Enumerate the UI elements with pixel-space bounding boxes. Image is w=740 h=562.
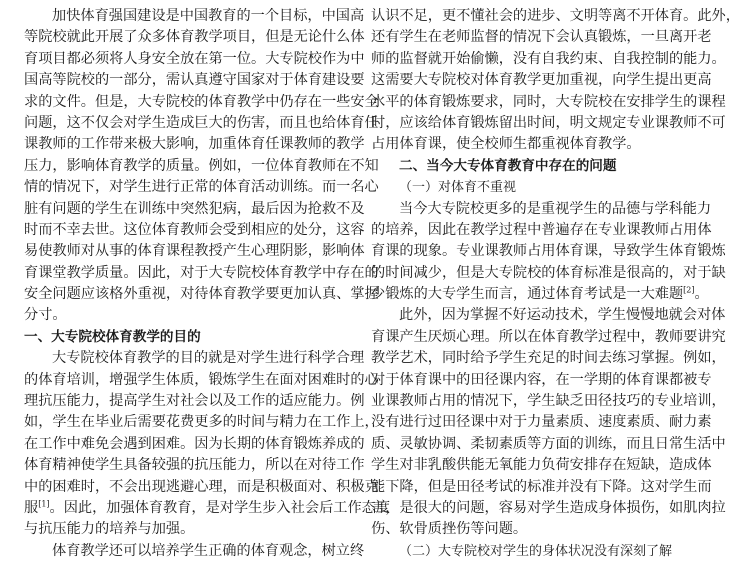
text-line: 体育教学还可以培养学生正确的体育观念，树立终	[52, 542, 365, 559]
text-line: 易使教师对从事的体育课程教授产生心理阴影，影响体	[24, 243, 365, 260]
text-line: 求的文件。但是，大专院校的体育教学中仍存在一些安全	[24, 93, 379, 110]
text-line: 水平的体育锻炼要求，同时，大专院校在安排学生的课程	[371, 93, 726, 110]
text-fragment: 少锻炼的大专学生而言，通过体育考试是一大难题	[371, 286, 684, 303]
text-line: 质、灵敏协调、柔韧素质等方面的训练，而且日常生活中	[371, 435, 726, 452]
text-line: 时而不幸去世。这位体育教师会受到相应的处分，这容	[24, 221, 365, 238]
text-line: 能下降，但是田径考试的标准并没有下降。这对学生而	[371, 478, 712, 495]
text-line: 的培养，因此在教学过程中普遍存在专业课教师占用体	[371, 221, 712, 238]
citation-ref: [1]	[38, 499, 50, 509]
text-line: 业课教师占用的情况下，学生缺乏田径技巧的专业培训，	[371, 393, 726, 410]
text-line: 问题，这不仅会对学生造成巨大的伤害，而且也给体育任	[24, 114, 379, 131]
text-fragment: 。	[694, 286, 709, 303]
subsection-heading: （二）大专院校对学生的身体状况没有深刻了解	[399, 543, 673, 559]
text-line: 在工作中难免会遇到困难。因为长期的体育锻炼养成的	[24, 435, 365, 452]
text-line: 言，是很大的问题，容易对学生造成身体损伤，如肌肉拉	[371, 499, 726, 516]
text-line: 还有学生在老师监督的情况下会认真锻炼，一旦离开老	[371, 29, 712, 46]
text-line: 时，应该给体育锻炼留出时间，明文规定专业课教师不可	[371, 114, 726, 131]
text-line: 如，学生在毕业后需要花费更多的时间与精力在工作上，	[24, 414, 379, 431]
text-line: 学生对非乳酸供能无氧能力负荷安排存在短缺，造成体	[371, 457, 712, 474]
text-line: 占用体育课，使全校师生都重视体育教学。	[371, 136, 641, 153]
text-line: 育课的现象。专业课教师占用体育课，导致学生体育锻炼	[371, 243, 726, 260]
text-line: 当今大专院校更多的是重视学生的品德与学科能力	[399, 200, 712, 217]
text-fragment: 服	[24, 499, 39, 516]
right-column	[371, 6, 740, 562]
text-line: 认识不足，更不懂社会的进步、文明等离不开体育。此外，	[371, 8, 740, 24]
text-line: 此外，因为掌握不好运动技术，学生慢慢地就会对体	[399, 307, 726, 324]
text-line: 育项目都必须将人身安全放在第一位。大专院校作为中	[24, 50, 365, 67]
text-line: 安全问题应该格外重视，对待体育教学要更加认真、掌握	[24, 286, 379, 303]
subsection-heading: （一）对体育不重视	[399, 180, 517, 196]
text-line: 大专院校体育教学的目的就是对学生进行科学合理	[52, 350, 365, 367]
text-line: 师的监督就开始偷懒，没有自我约束、自我控制的能力。	[371, 50, 726, 67]
text-line-with-citation	[371, 284, 709, 305]
text-line: 等院校就此开展了众多体育教学项目，但是无论什么体	[24, 29, 365, 46]
text-line: 教学艺术，同时给予学生充足的时间去练习掌握。例如，	[371, 350, 726, 367]
text-line: 理抗压能力，提高学生对社会以及工作的适应能力。例	[24, 393, 365, 410]
text-line: 脏有问题的学生在训练中突然犯病，最后因为抢救不及	[24, 200, 365, 217]
text-line: 加快体育强国建设是中国教育的一个目标，中国高	[52, 8, 365, 24]
citation-ref: [2]	[683, 285, 695, 295]
text-line: 育课产生厌烦心理。所以在体育教学过程中，教师要讲究	[371, 328, 726, 345]
text-line: 的时间减少，但是大专院校的体育标准是很高的，对于缺	[371, 264, 726, 281]
text-line: 分寸。	[24, 307, 67, 324]
text-line: 伤、软骨质挫伤等问题。	[371, 521, 528, 538]
text-line: 中的困难时，不会出现逃避心理，而是积极面对、积极克	[24, 478, 379, 495]
text-line: 的体育培训，增强学生体质，锻炼学生在面对困难时的心	[24, 371, 379, 388]
text-line: 没有进行过田径课中对于力量素质、速度素质、耐力素	[371, 414, 712, 431]
text-line: 情的情况下，对学生进行正常的体育活动训练。而一名心	[24, 179, 379, 196]
text-line: 课教师的工作带来极大影响，加重体育任课教师的教学	[24, 136, 365, 153]
text-line-with-citation	[24, 498, 391, 519]
text-line: 对于体育课中的田径课内容，在一学期的体育课都被专	[371, 371, 712, 388]
text-fragment: 。因此，加强体育教育，是对学生步入社会后工作态度	[49, 499, 391, 516]
text-line: 体育精神使学生具备较强的抗压能力，所以在对待工作	[24, 457, 365, 474]
section-heading: 一、大专院校体育教学的目的	[24, 328, 201, 345]
left-column	[24, 6, 391, 562]
text-line: 这需要大专院校对体育教学更加重视，向学生提出更高	[371, 72, 712, 89]
text-line: 国高等院校的一部分，需认真遵守国家对于体育建设要	[24, 72, 365, 89]
text-line: 育课堂教学质量。因此，对于大专院校体育教学中存在的	[24, 264, 379, 281]
text-line: 与抗压能力的培养与加强。	[24, 521, 195, 538]
section-heading: 二、当今大专体育教育中存在的问题	[399, 157, 617, 174]
text-line: 压力，影响体育教学的质量。例如，一位体育教师在不知	[24, 157, 379, 174]
